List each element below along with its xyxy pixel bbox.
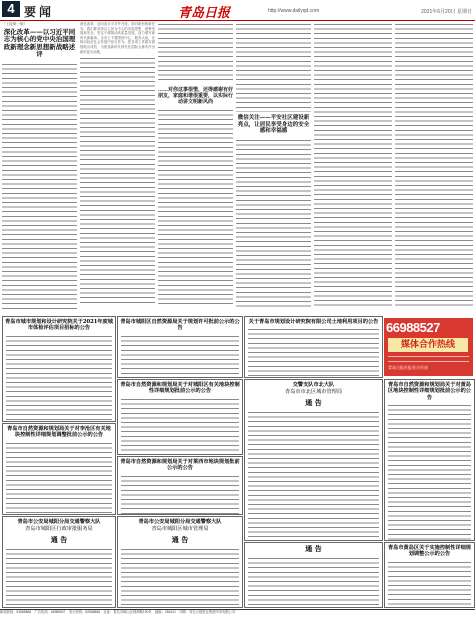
notice-4-title: 青岛市自然资源和规划局关于对城阳区有关地块控制性详细规划批前公示的公告 (120, 382, 240, 395)
article-main-body (2, 62, 77, 312)
notice-8 (117, 456, 243, 515)
notice-8-body (121, 474, 239, 515)
notice-8-title: 青岛市自然资源和规划局关于对莱西市地块规划批前公示的公告 (120, 459, 240, 472)
article-main (2, 22, 77, 312)
notice-2-body (121, 334, 239, 378)
notice-5-title: 交警支队市北大队 (292, 382, 335, 388)
ad-tagline: 媒体合作热线 (388, 338, 468, 352)
article-right-headline: 微信关注——平安社区建设新亮点，让居民享受身边的安全感和幸福感 (237, 115, 310, 135)
notice-3-body (248, 327, 379, 378)
article-col-4-body-top (236, 22, 311, 112)
notice-11-heading: 通 告 (305, 544, 322, 553)
notice-3-title: 关于青岛市规划设计研究院有限公司土地利用项目的公告 (248, 319, 379, 325)
article-main-text: 深化改革，迈向高水平对外开放。面对新形势新任务，我们要坚持以人民为中心的发展思想，统筹发展和安全，坚定不移推动高质量发展，奋力谱写新时代新篇章。全市上下要围绕中心、服务大局，在推动经济社会发展中担当作为，把各项工作做实做细做出成效，为建设新时代现代化国际大都市作出新的更大贡献。 (80, 22, 155, 54)
page-number: 4 (2, 1, 20, 17)
notice-2-title: 青岛市城阳区自然资源局关于规划许可批前公示的公告 (120, 319, 240, 332)
notice-10-body (121, 547, 239, 608)
ad-rule-1 (388, 356, 469, 357)
ad-note: 青岛日报社报业合作部 (388, 365, 428, 370)
notice-5-heading: 通 告 (305, 397, 322, 407)
notice-12 (384, 542, 475, 608)
notice-3 (244, 316, 383, 378)
notice-9-heading: 通 告 (50, 534, 68, 544)
notice-5-body (248, 410, 379, 541)
notice-9-body (6, 547, 112, 608)
article-col-2-body (80, 56, 155, 306)
article-col-5-body (314, 22, 392, 307)
page-header (0, 0, 475, 21)
article-col-6-body (395, 22, 473, 307)
notice-6-title: 青岛市自然资源和规划局关于对黄岛区地块控制性详细规划批前公示的公告 (387, 382, 471, 401)
ad-rule-2 (388, 361, 469, 362)
notice-12-title: 青岛市黄岛区关于实施控制性详细规划调整公示的公告 (387, 545, 471, 558)
notice-1-title: 青岛市城市规划和设计研究院关于2021年度城市体检评估项目招标的公告 (5, 319, 113, 332)
notice-2 (117, 316, 243, 378)
article-col-4 (236, 22, 311, 312)
article-col-2 (80, 22, 155, 312)
notice-12-body (388, 560, 471, 608)
article-mid-headline: ……对你这事很惜，还得感谢有好朋友，家庭和谐很重要，以实际行动讲文明新风尚 (158, 87, 233, 105)
newspaper-logo: 青岛日报 (178, 6, 231, 21)
article-main-headline: 深化改革——以习近平同志为核心的党中央治国理政新理念新思想新战略述评 (3, 27, 76, 59)
notice-6-body (388, 403, 471, 541)
notice-4-body (121, 397, 239, 455)
ad-box (384, 318, 473, 376)
article-col-4-body (236, 138, 311, 308)
notice-11-body (248, 556, 379, 608)
notice-9-subtitle: 青岛市城阳区行政审批服务局 (25, 526, 93, 533)
section-title: 要闻 (24, 5, 55, 19)
notice-7-body (6, 441, 112, 515)
notice-9 (2, 516, 116, 608)
ad-phone[interactable]: 66988527 (386, 320, 440, 335)
article-col-6 (395, 22, 473, 312)
article-col-5 (314, 22, 392, 312)
notice-1-body (6, 334, 112, 422)
notice-10-heading: 通 告 (171, 534, 189, 544)
notice-10-title: 青岛市公安局城阳分局交通警察大队 (138, 519, 222, 525)
notice-5-subtitle: 青岛市市北区城市管理局 (284, 389, 343, 396)
website-url[interactable]: http://www.dailyqd.com (268, 8, 320, 14)
notice-7 (2, 423, 116, 515)
notice-5 (244, 379, 383, 541)
article-col-3-body-top (158, 22, 233, 84)
notice-4 (117, 379, 243, 455)
notice-7-title: 青岛市自然资源和规划局关于对李沧区有关地块控制性详细规划调整批前公示的公告 (7, 426, 111, 439)
notice-9-title: 青岛市公安局城阳分局交通警察大队 (17, 519, 101, 525)
notice-10 (117, 516, 243, 608)
page-footer: 新闻热线：81888888 广告热线：66988527 发行热线：82888888 社址：青岛市崂山区株洲路190号 邮编：266101 印刷：青岛日报报业集团印务有限公司 (0, 609, 475, 621)
issue-date: 2021年6月20日 星期日 (421, 9, 472, 15)
notice-10-subtitle: 青岛市城阳区城市管理局 (151, 526, 209, 533)
notice-6 (384, 379, 475, 541)
article-col-3-body (158, 108, 233, 308)
notice-11 (244, 542, 383, 608)
article-kicker: （上接第一版） (2, 22, 28, 26)
article-col-3 (158, 22, 233, 312)
notice-1 (2, 316, 116, 422)
